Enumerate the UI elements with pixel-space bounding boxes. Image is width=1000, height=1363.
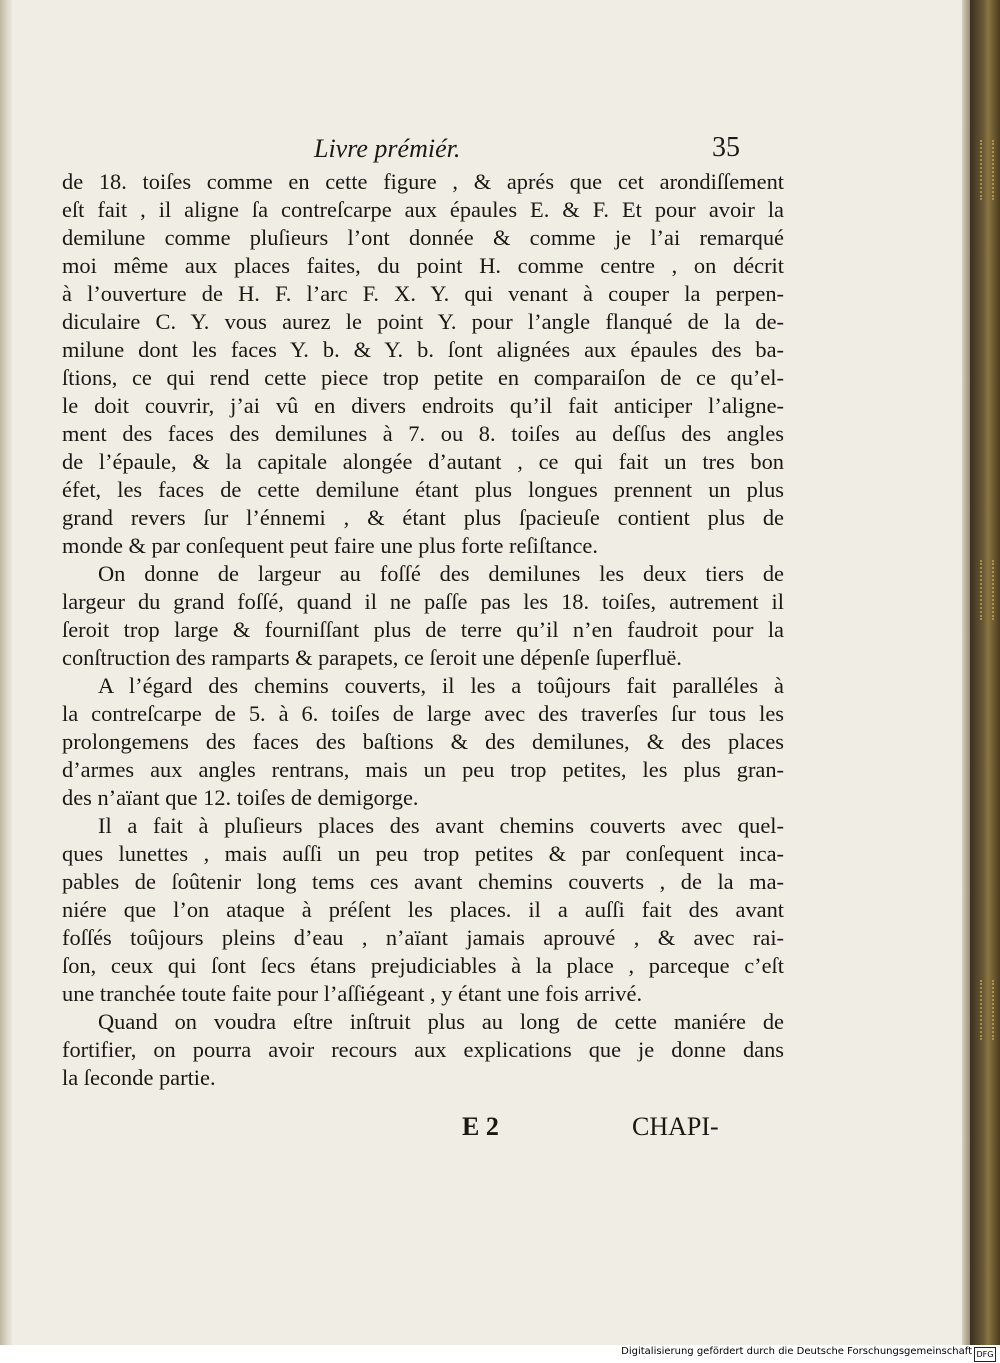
page-number: 35	[712, 132, 740, 163]
text-line: niére que l’on ataque à préſent les places. il a auſſi fait des avant	[62, 897, 784, 922]
text-line: ſeroit trop large & fourniſſant plus de terre qu’il n’en faudroit pour la	[62, 617, 784, 642]
page-footer	[60, 1112, 760, 1152]
text-line: ques lunettes , mais auſſi un peu trop petites & par conſequent inca-	[62, 841, 784, 866]
text-line: grand revers ſur l’énnemi , & étant plus ſpacieuſe contient plus de	[62, 505, 784, 530]
running-title: Livre prémiér.	[314, 134, 461, 163]
text-line: prolongemens des faces des baſtions & des demilunes, & des places	[62, 729, 784, 754]
catchword: CHAPI-	[632, 1112, 719, 1141]
digitization-bar	[0, 1345, 1000, 1363]
dfg-logo-icon: DFG	[974, 1347, 996, 1362]
text-line: une tranchée toute faite pour l’aſſiégeant , y étant une fois arrivé.	[62, 981, 643, 1006]
text-line: On donne de largeur au foſſé des demilunes les deux tiers de	[98, 561, 784, 586]
spine-ornament	[980, 980, 994, 1040]
text-line: A l’égard des chemins couverts, il les a toûjours fait paralléles à	[98, 673, 784, 698]
text-line: moi même aux places faites, du point H. comme centre , on décrit	[62, 253, 784, 278]
binding-gutter	[0, 0, 12, 1345]
text-line: ſtions, ce qui rend cette piece trop petite en comparaiſon de ce qu’el-	[62, 365, 784, 390]
text-line: pables de ſoûtenir long tems ces avant chemins couverts , de la ma-	[62, 869, 784, 894]
spine-ornament	[980, 560, 994, 620]
text-line: eſt fait , il aligne ſa contreſcarpe aux épaules E. & F. Et pour avoir la	[62, 197, 784, 222]
running-head	[60, 130, 760, 170]
book-spine	[970, 0, 1000, 1345]
spine-ornament	[980, 140, 994, 200]
text-line: de 18. toiſes comme en cette figure , & aprés que cet arondiſſement	[62, 169, 784, 194]
text-line: demilune comme pluſieurs l’ont donnée & comme je l’ai remarqué	[62, 225, 784, 250]
text-line: ſon, ceux qui ſont ſecs étans prejudiciables à la place , parceque c’eſt	[62, 953, 784, 978]
text-line: éfet, les faces de cette demilune étant plus longues prennent un plus	[62, 477, 784, 502]
text-line: d’armes aux angles rentrans, mais un peu trop petites, les plus gran-	[62, 757, 784, 782]
text-line: diculaire C. Y. vous aurez le point Y. pour l’angle flanqué de la de-	[62, 309, 784, 334]
text-line: le doit couvrir, j’ai vû en divers endroits qu’il fait anticiper l’aligne-	[62, 393, 784, 418]
body-text	[62, 168, 784, 1092]
text-line: de l’épaule, & la capitale alongée d’autant , ce qui fait un tres bon	[62, 449, 784, 474]
text-line: Quand on voudra eſtre inſtruit plus au long de cette maniére de	[98, 1009, 784, 1034]
text-line: conſtruction des ramparts & parapets, ce ſeroit une dépenſe ſuperfluë.	[62, 645, 682, 670]
page-edge-shadow	[962, 0, 970, 1345]
text-line: milune dont les faces Y. b. & Y. b. ſont alignées aux épaules des ba-	[62, 337, 784, 362]
text-line: la ſeconde partie.	[62, 1065, 216, 1090]
text-line: monde & par conſequent peut faire une plus forte reſiſtance.	[62, 533, 598, 558]
text-line: largeur du grand foſſé, quand il ne paſſe pas les 18. toiſes, autrement il	[62, 589, 784, 614]
text-line: Il a fait à pluſieurs places des avant chemins couverts avec quel-	[98, 813, 784, 838]
text-line: ment des faces des demilunes à 7. ou 8. toiſes au deſſus des angles	[62, 421, 784, 446]
text-line: fortifier, on pourra avoir recours aux explications que je donne dans	[62, 1037, 784, 1062]
signature-mark: E 2	[462, 1112, 499, 1141]
text-line: foſſés toûjours pleins d’eau , n’aïant jamais aprouvé , & avec rai-	[62, 925, 784, 950]
text-line: des n’aïant que 12. toiſes de demigorge.	[62, 785, 419, 810]
digitization-note: Digitalisierung gefördert durch die Deutsche Forschungsgemeinschaft	[621, 1346, 972, 1357]
text-line: la contreſcarpe de 5. à 6. toiſes de large avec des traverſes ſur tous les	[62, 701, 784, 726]
text-line: à l’ouverture de H. F. l’arc F. X. Y. qui venant à couper la perpen-	[62, 281, 784, 306]
